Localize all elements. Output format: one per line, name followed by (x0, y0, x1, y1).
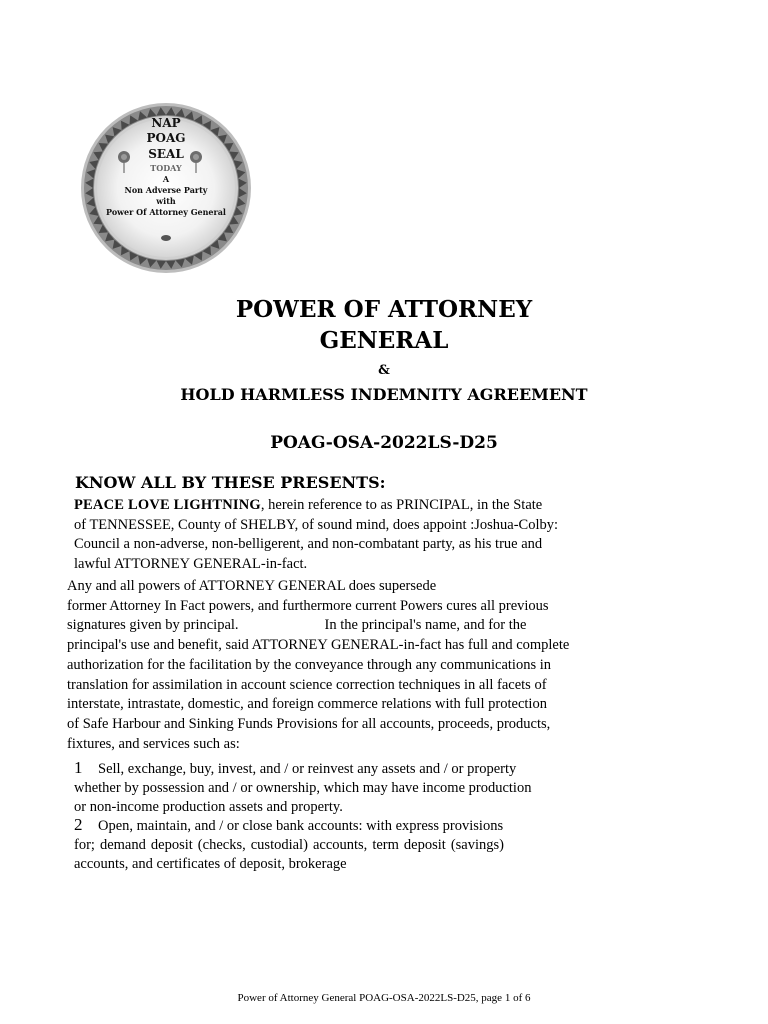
document-subtitle: HOLD HARMLESS INDEMNITY AGREEMENT (180, 385, 588, 404)
list-item-text: Open, maintain, and / or close bank accounts: with express provisions (98, 818, 504, 834)
poag-seal (78, 100, 254, 276)
paragraph-line: of Safe Harbour and Sinking Funds Provisions for all accounts, proceeds, products, (67, 715, 551, 732)
principal-name: PEACE LOVE LIGHTNING (74, 497, 261, 513)
powers-paragraph (67, 577, 587, 754)
title-ampersand: & (378, 363, 390, 378)
seal-line-seal: SEAL (148, 147, 184, 161)
paragraph-line: Council a non-adverse, non-belligerent, and non-combatant party, as his true and (74, 536, 543, 552)
seal-line-a: A (162, 174, 170, 184)
list-item (74, 758, 594, 817)
seal-line-poag: POAG (146, 131, 186, 145)
list-item-line: whether by possession and / or ownership, which may have income production (74, 780, 532, 796)
list-item (74, 815, 594, 874)
paragraph-line: interstate, intrastate, domestic, and foreign commerce relations with full protection (67, 696, 547, 713)
paragraph-line (74, 496, 594, 516)
paragraph-line: authorization for the facilitation by the conveyance through any communications in (67, 656, 551, 673)
list-item-text: Sell, exchange, buy, invest, and / or reinvest any assets and / or property (98, 761, 517, 777)
seal-line-nap: NAP (151, 116, 181, 130)
seal-line-poag-full: Power Of Attorney General (106, 207, 226, 217)
paragraph-line: translation for assimilation in account science correction techniques in all facets of (67, 676, 547, 693)
seal-line-non-adverse: Non Adverse Party (124, 185, 208, 195)
document-title-line-2: GENERAL (319, 327, 449, 354)
paragraph-text: signatures given by principal. (67, 617, 239, 634)
list-item-line: accounts, and certificates of deposit, brokerage (74, 856, 347, 872)
list-item-line: or non-income production assets and property. (74, 799, 343, 815)
seal-text (78, 100, 254, 276)
paragraph-line: of TENNESSEE, County of SHELBY, of sound mind, does appoint :Joshua-Colby: (74, 516, 559, 533)
paragraph-text: , herein reference to as PRINCIPAL, in the State (260, 497, 543, 513)
paragraph-line: Any and all powers of ATTORNEY GENERAL does supersede (67, 578, 437, 594)
list-item-line (74, 815, 594, 836)
paragraph-line (67, 616, 587, 636)
paragraph-line: fixtures, and services such as: (67, 735, 240, 752)
seal-line-with: with (156, 196, 176, 206)
paragraph-line: former Attorney In Fact powers, and furthermore current Powers cures all previous (67, 597, 549, 614)
section-heading: KNOW ALL BY THESE PRESENTS: (75, 473, 386, 492)
list-item-line (74, 758, 594, 779)
page-footer: Power of Attorney General POAG-OSA-2022LS-D25, page 1 of 6 (237, 992, 531, 1004)
list-item-line: for; demand deposit (checks, custodial) accounts, term deposit (savings) (74, 837, 504, 853)
list-item-number: 1 (74, 758, 83, 777)
appointment-paragraph (74, 496, 594, 574)
list-item-number: 2 (74, 815, 83, 834)
seal-line-today: TODAY (150, 163, 182, 173)
paragraph-line: principal's use and benefit, said ATTORNEY GENERAL-in-fact has full and complete (67, 637, 570, 654)
document-id: POAG-OSA-2022LS-D25 (270, 433, 498, 453)
document-title-line-1: POWER OF ATTORNEY (235, 296, 533, 323)
paragraph-line: lawful ATTORNEY GENERAL-in-fact. (74, 555, 308, 572)
paragraph-text: In the principal's name, and for the (324, 617, 527, 634)
